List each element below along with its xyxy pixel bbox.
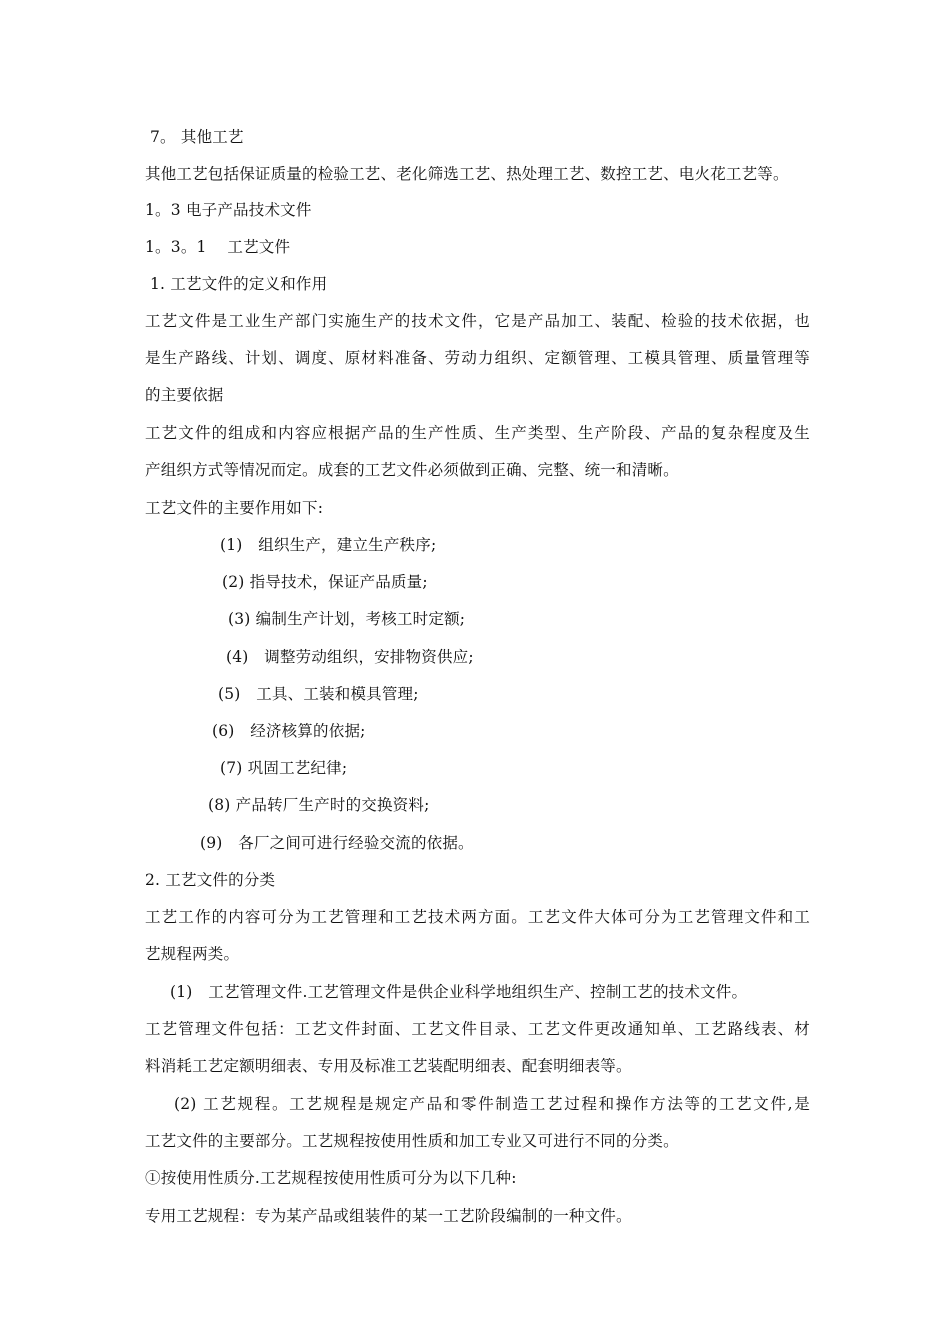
list-item: (4) 调整劳动组织，安排物资供应; — [226, 648, 474, 666]
section-1-3-1-heading: 1。3。1 工艺文件 — [145, 238, 291, 256]
list-item: (7) 巩固工艺纪律; — [220, 759, 348, 777]
list-item: (1) 组织生产，建立生产秩序; — [220, 536, 437, 554]
list-item: (6) 经济核算的依据; — [212, 722, 366, 740]
section-7-heading: 7。 其他工艺 — [150, 128, 244, 146]
list-item: (2) 指导技术，保证产品质量; — [222, 573, 428, 591]
list-item: (5) 工具、工装和模具管理; — [218, 685, 419, 703]
paragraph-line: 工艺文件的主要部分。工艺规程按使用性质和加工专业又可进行不同的分类。 — [145, 1132, 679, 1150]
paragraph-line: 料消耗工艺定额明细表、专用及标准工艺装配明细表、配套明细表等。 — [145, 1057, 632, 1075]
paragraph-line: 工艺文件的组成和内容应根据产品的生产性质、生产类型、生产阶段、产品的复杂程度及生 — [145, 424, 810, 442]
paragraph-line: 的主要依据 — [145, 386, 224, 404]
paragraph-line: ①按使用性质分.工艺规程按使用性质可分为以下几种: — [145, 1169, 517, 1187]
paragraph-line: 专用工艺规程：专为某产品或组装件的某一工艺阶段编制的一种文件。 — [145, 1207, 632, 1225]
paragraph-line: 其他工艺包括保证质量的检验工艺、老化筛选工艺、热处理工艺、数控工艺、电火花工艺等。 — [145, 165, 789, 183]
paragraph-line: 工艺文件的主要作用如下: — [145, 499, 324, 517]
list-item: (9) 各厂之间可进行经验交流的依据。 — [200, 834, 474, 852]
paragraph-line: (2) 工艺规程。工艺规程是规定产品和零件制造工艺过程和操作方法等的工艺文件,是 — [174, 1095, 810, 1113]
paragraph-line: 工艺管理文件包括：工艺文件封面、工艺文件目录、工艺文件更改通知单、工艺路线表、材 — [145, 1020, 810, 1038]
paragraph-line: 产组织方式等情况而定。成套的工艺文件必须做到正确、完整、统一和清晰。 — [145, 461, 679, 479]
subsection-2-heading: 2. 工艺文件的分类 — [145, 871, 276, 889]
section-1-3-heading: 1。3 电子产品技术文件 — [145, 201, 312, 219]
paragraph-line: (1) 工艺管理文件.工艺管理文件是供企业科学地组织生产、控制工艺的技术文件。 — [170, 983, 748, 1001]
paragraph-line: 是生产路线、计划、调度、原材料准备、劳动力组织、定额管理、工模具管理、质量管理等 — [145, 349, 810, 367]
list-item: (3) 编制生产计划，考核工时定额; — [228, 610, 466, 628]
paragraph-line: 艺规程两类。 — [145, 945, 240, 963]
list-item: (8) 产品转厂生产时的交换资料; — [208, 796, 430, 814]
subsection-1-heading: 1. 工艺文件的定义和作用 — [150, 275, 328, 293]
paragraph-line: 工艺工作的内容可分为工艺管理和工艺技术两方面。工艺文件大体可分为工艺管理文件和工 — [145, 908, 810, 926]
paragraph-line: 工艺文件是工业生产部门实施生产的技术文件，它是产品加工、装配、检验的技术依据，也 — [145, 312, 810, 330]
